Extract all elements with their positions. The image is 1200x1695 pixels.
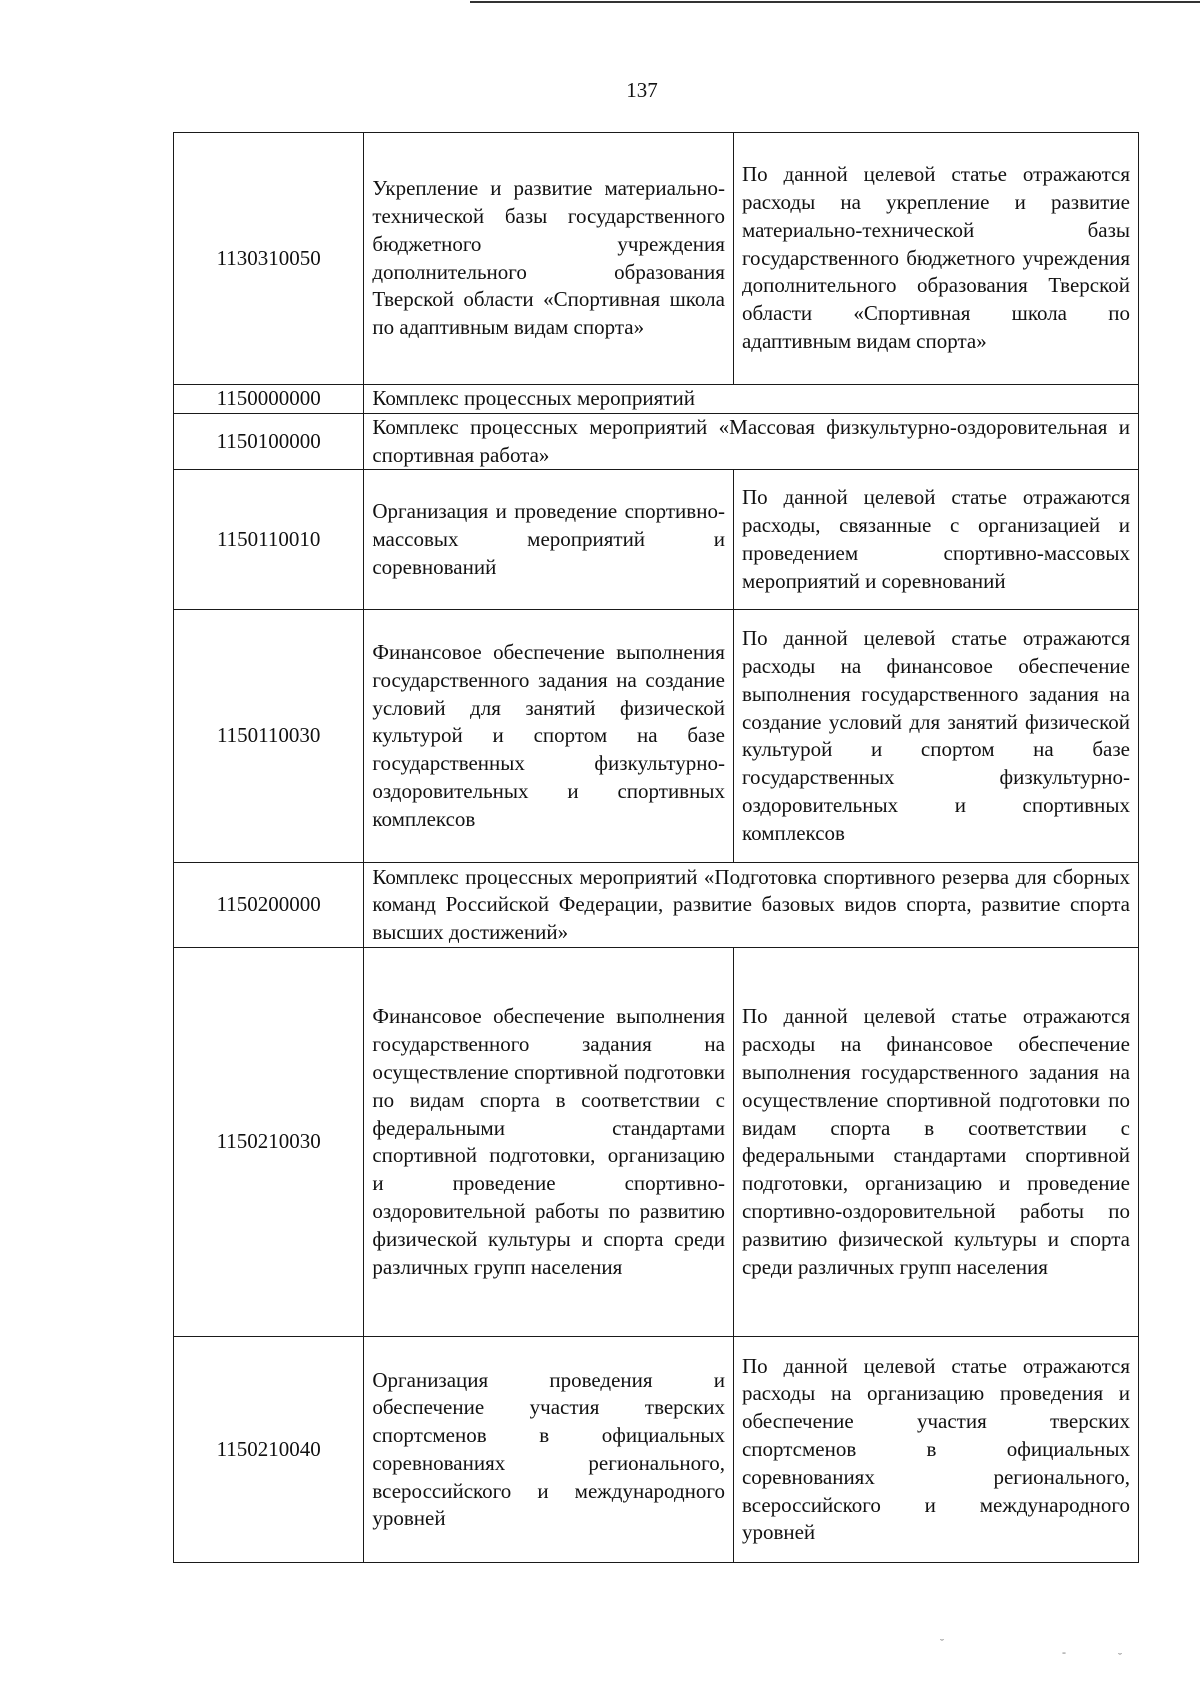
row-name: Финансовое обеспечение выполнения государственного задания на создание условий для занятий физической культурой и спортом на базе государственных физкультурно-оздоровительных и спортивных комплексов [364,610,734,863]
table-row [174,385,1139,414]
row-code: 1150210030 [174,948,364,1337]
budget-classification-table [173,132,1139,1563]
scan-speck: ˘ [940,1636,944,1650]
scan-speck: ˘ [1118,1650,1122,1664]
table-row [174,133,1139,385]
row-code: 1150110030 [174,610,364,863]
table-row [174,1337,1139,1563]
row-description: По данной целевой статье отражаются расходы на финансовое обеспечение выполнения государственного задания на создание условий для занятий физической культурой и спортом на базе государственных физкультурно-оздоровительных и спортивных комплексов [733,610,1138,863]
row-name: Организация проведения и обеспечение участия тверских спортсменов в официальных соревнованиях регионального, всероссийского и международного уровней [364,1337,734,1563]
row-name: Комплекс процессных мероприятий «Подготовка спортивного резерва для сборных команд Российской Федерации, развитие базовых видов спорта, развитие спорта высших достижений» [364,863,1139,948]
row-name: Финансовое обеспечение выполнения государственного задания на осуществление спортивной подготовки по видам спорта в соответствии с федеральными стандартами спортивной подготовки, организацию и проведение спортивно-оздоровительной работы по развитию физической культуры и спорта среди различных групп населения [364,948,734,1337]
row-description: По данной целевой статье отражаются расходы, связанные с организацией и проведением спортивно-массовых мероприятий и соревнований [733,470,1138,610]
row-name: Комплекс процессных мероприятий [364,385,1139,414]
row-name: Организация и проведение спортивно-массовых мероприятий и соревнований [364,470,734,610]
row-code: 1150100000 [174,413,364,470]
page-number: 137 [626,78,658,102]
row-name: Комплекс процессных мероприятий «Массовая физкультурно-оздоровительная и спортивная работа» [364,413,1139,470]
row-description: По данной целевой статье отражаются расходы на укрепление и развитие материально-технической базы государственного бюджетного учреждения дополнительного образования Тверской области «Спортивная школа по адаптивным видам спорта» [733,133,1138,385]
row-description: По данной целевой статье отражаются расходы на организацию проведения и обеспечение участия тверских спортсменов в официальных соревнованиях регионального, всероссийского и международного уровней [733,1337,1138,1563]
table-row [174,863,1139,948]
row-code: 1150200000 [174,863,364,948]
table-row [174,413,1139,470]
table-row [174,470,1139,610]
row-name: Укрепление и развитие материально-технической базы государственного бюджетного учреждения дополнительного образования Тверской области «Спортивная школа по адаптивным видам спорта» [364,133,734,385]
row-code: 1150110010 [174,470,364,610]
table-row [174,948,1139,1337]
top-border-line [470,1,1200,3]
row-code: 1150000000 [174,385,364,414]
row-code: 1130310050 [174,133,364,385]
scan-speck: - [1062,1645,1066,1659]
row-description: По данной целевой статье отражаются расходы на финансовое обеспечение выполнения государственного задания на осуществление спортивной подготовки по видам спорта в соответствии с федеральными стандартами спортивной подготовки, организацию и проведение спортивно-оздоровительной работы по развитию физической культуры и спорта среди различных групп населения [733,948,1138,1337]
table-row [174,610,1139,863]
row-code: 1150210040 [174,1337,364,1563]
